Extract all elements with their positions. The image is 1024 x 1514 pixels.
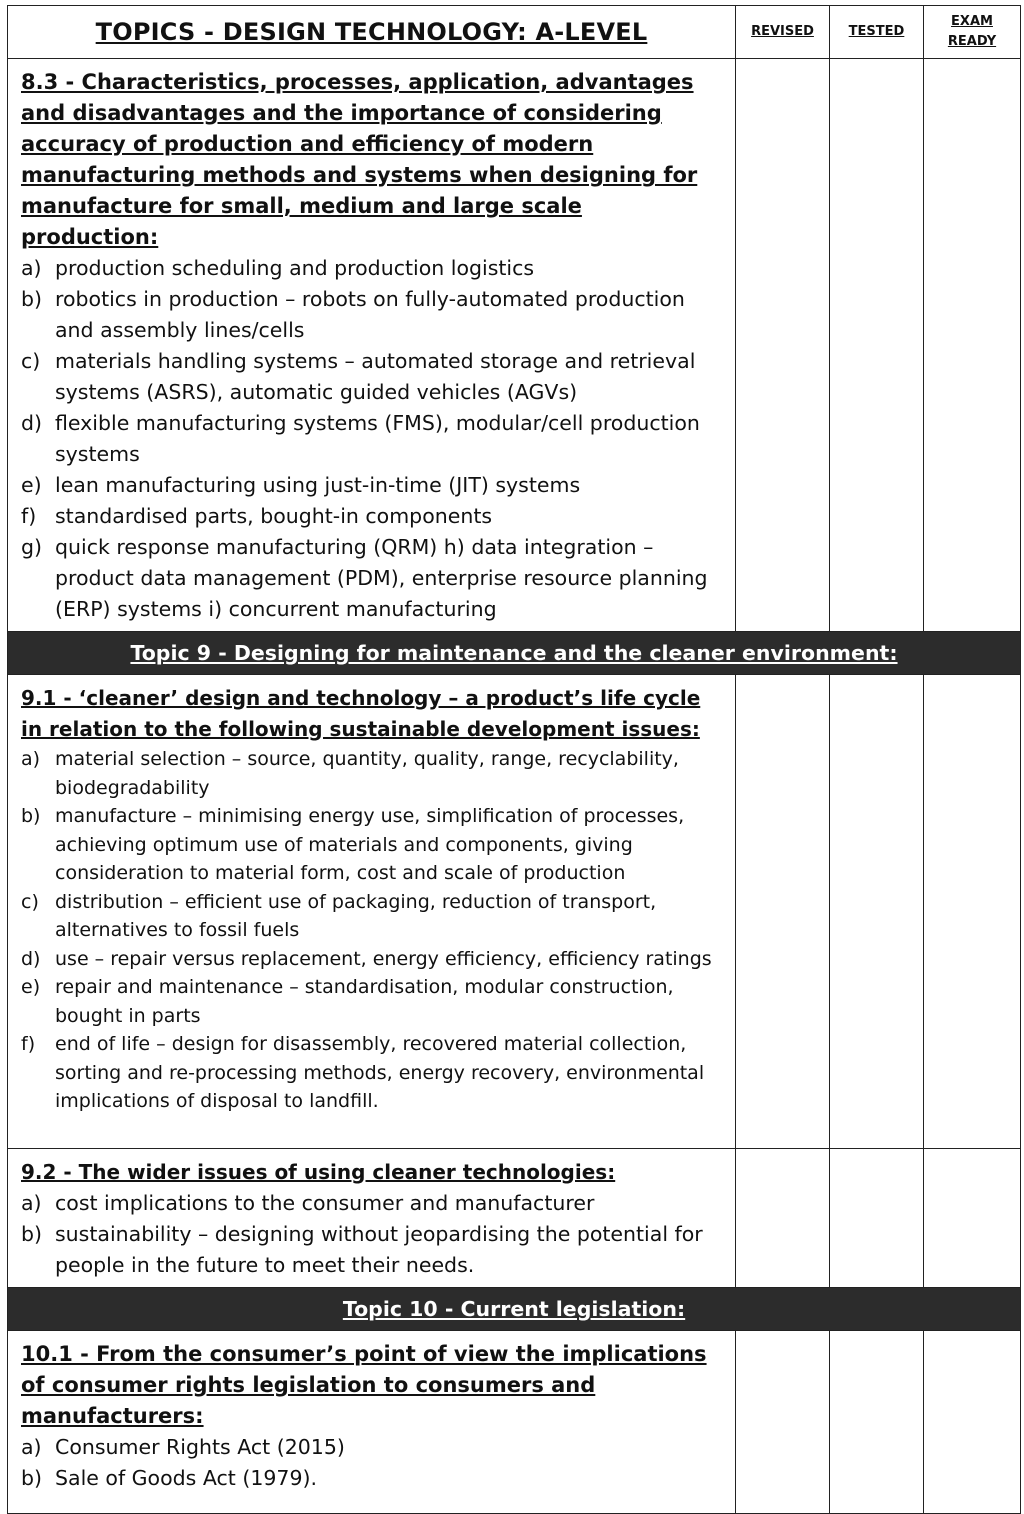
list-item-letter: b) [21,1466,43,1490]
list-item-text: robotics in production – robots on fully-automated production and assembly lines/cells [55,287,685,342]
revised-column-header: REVISED [736,6,830,59]
revision-checklist-table [7,5,1021,1514]
list-item-text: Sale of Goods Act (1979). [55,1466,318,1490]
page-title: TOPICS - DESIGN TECHNOLOGY: A-LEVEL [8,6,736,59]
list-item-letter: a) [21,256,42,280]
revised-checkbox-8-3[interactable] [736,59,830,632]
list-item-letter: d) [21,411,43,435]
section-9-1-heading: 9.1 - ‘cleaner’ design and technology – a product’s life cycle in relation to the following sustainable development issues: [21,686,701,741]
list-item-letter: b) [21,287,43,311]
section-8-3-heading: 8.3 - Characteristics, processes, application, advantages and disadvantages and the importance of considering accuracy of production and efficiency of modern manufacturing methods and systems when designing for manufacture for small, medium and large scale production: [21,70,698,249]
list-item-letter: e) [21,473,42,497]
revised-checkbox-10-1[interactable] [736,1331,830,1514]
list-item-text: cost implications to the consumer and manufacturer [55,1191,595,1215]
section-8-3-list [21,253,723,625]
section-9-1-cell [8,675,736,1149]
section-9-2-row [8,1149,1021,1288]
list-item-text: material selection – source, quantity, quality, range, recyclability, biodegradability [55,748,679,799]
list-item-letter: d) [21,947,41,970]
list-item [21,745,723,802]
list-item [21,284,723,346]
header-row [8,6,1021,59]
list-item-text: production scheduling and production logistics [55,256,535,280]
section-10-1-heading: 10.1 - From the consumer’s point of view the implications of consumer rights legislation to consumers and manufacturers: [21,1342,707,1428]
list-item-text: flexible manufacturing systems (FMS), modular/cell production systems [55,411,700,466]
list-item-letter: b) [21,1222,43,1246]
list-item-text: end of life – design for disassembly, recovered material collection, sorting and re-processing methods, energy recovery, environmental implications of disposal to landfill. [55,1033,705,1112]
list-item [21,532,723,625]
section-9-2-cell [8,1149,736,1288]
section-9-1-list [21,745,723,1116]
list-item-text: sustainability – designing without jeopardising the potential for people in the future to meet their needs. [55,1222,703,1277]
list-item-letter: c) [21,890,39,913]
list-item [21,253,723,284]
list-item-text: lean manufacturing using just-in-time (JIT) systems [55,473,581,497]
list-item-text: quick response manufacturing (QRM) h) data integration – product data management (PDM), enterprise resource planning (ERP) systems i) concurrent manufacturing [55,535,708,621]
list-item-letter: e) [21,976,41,998]
tested-checkbox-10-1[interactable] [830,1331,924,1514]
list-item-letter: c) [21,349,41,373]
exam-ready-checkbox-9-1[interactable] [924,675,1021,1149]
list-item-letter: f) [21,1033,36,1055]
list-item-text: Consumer Rights Act (2015) [55,1435,345,1459]
section-8-3-row [8,59,1021,632]
tested-checkbox-8-3[interactable] [830,59,924,632]
list-item-text: use – repair versus replacement, energy efficiency, efficiency ratings [55,947,712,970]
list-item [21,973,723,1030]
exam-ready-checkbox-8-3[interactable] [924,59,1021,632]
section-9-2-list [21,1188,723,1281]
exam-ready-column-header: EXAM READY [924,6,1021,59]
list-item-text: materials handling systems – automated storage and retrieval systems (ASRS), automatic guided vehicles (AGVs) [55,349,696,404]
list-item-text: standardised parts, bought-in components [55,504,493,528]
list-item [21,802,723,888]
list-item [21,346,723,408]
section-10-1-cell [8,1331,736,1514]
section-9-2-heading: 9.2 - The wider issues of using cleaner technologies: [21,1160,616,1184]
list-item [21,945,723,974]
list-item [21,1432,723,1463]
list-item [21,888,723,945]
tested-checkbox-9-1[interactable] [830,675,924,1149]
list-item-letter: g) [21,535,43,559]
section-10-1-row [8,1331,1021,1514]
exam-ready-checkbox-10-1[interactable] [924,1331,1021,1514]
list-item-letter: b) [21,805,41,827]
topic-10-banner-row [8,1288,1021,1331]
list-item [21,1463,723,1494]
topic-9-banner-row [8,632,1021,675]
list-item-letter: a) [21,748,41,770]
list-item [21,1030,723,1116]
list-item [21,408,723,470]
tested-column-header: TESTED [830,6,924,59]
list-item-text: distribution – efficient use of packaging, reduction of transport, alternatives to fossil fuels [55,890,657,941]
section-10-1-list [21,1432,723,1494]
section-8-3-cell [8,59,736,632]
tested-checkbox-9-2[interactable] [830,1149,924,1288]
topic-9-banner: Topic 9 - Designing for maintenance and the cleaner environment: [8,632,1021,675]
list-item [21,1219,723,1281]
section-9-1-row [8,675,1021,1149]
list-item-letter: a) [21,1435,42,1459]
list-item-letter: a) [21,1191,42,1215]
list-item-text: manufacture – minimising energy use, simplification of processes, achieving optimum use of materials and components, giving consideration to material form, cost and scale of production [55,805,685,884]
revised-checkbox-9-2[interactable] [736,1149,830,1288]
list-item-text: repair and maintenance – standardisation, modular construction, bought in parts [55,976,674,1027]
revised-checkbox-9-1[interactable] [736,675,830,1149]
list-item [21,501,723,532]
list-item-letter: f) [21,504,37,528]
exam-ready-checkbox-9-2[interactable] [924,1149,1021,1288]
list-item [21,1188,723,1219]
topic-10-banner: Topic 10 - Current legislation: [8,1288,1021,1331]
list-item [21,470,723,501]
